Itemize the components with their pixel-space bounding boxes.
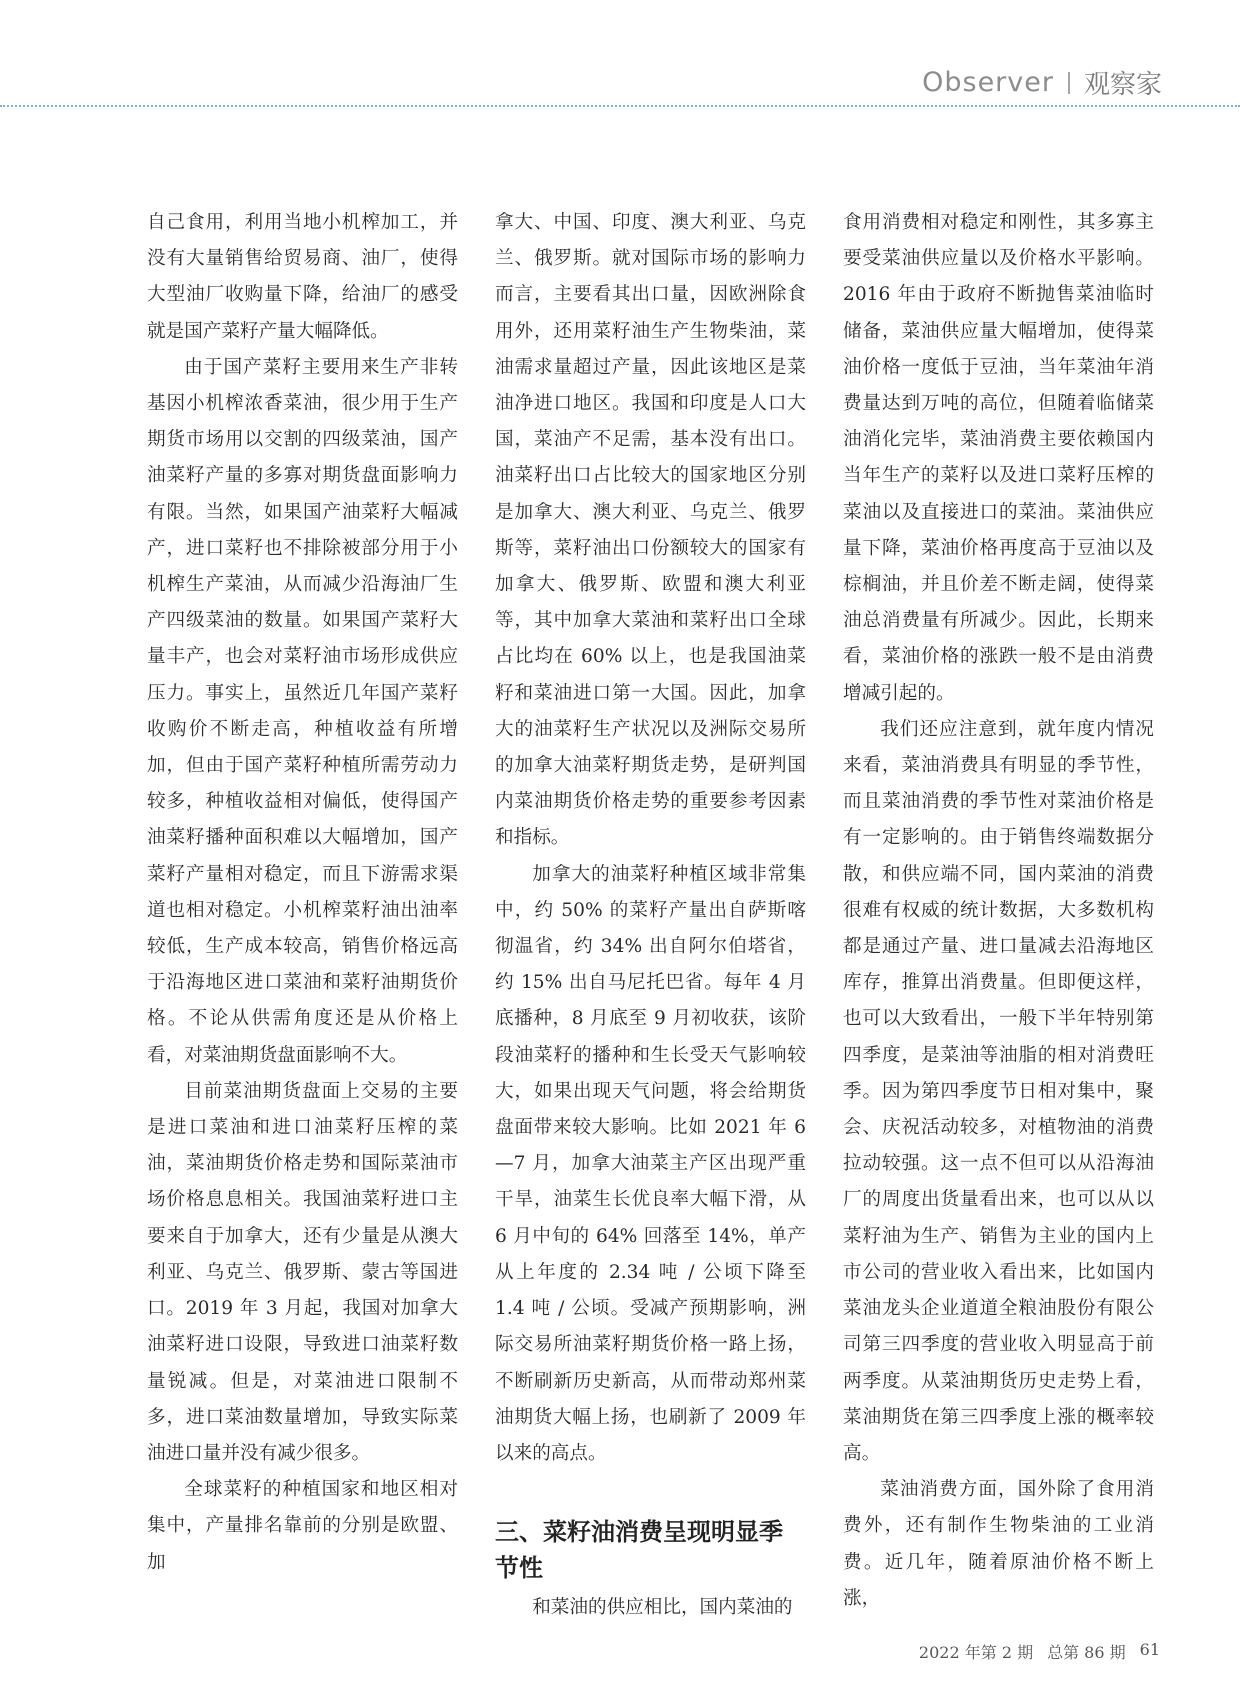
- paragraph: 由于国产菜籽主要用来生产非转基因小机榨浓香菜油，很少用于生产期货市场用以交割的四级菜油，国产油菜籽产量的多寡对期货盘面影响力有限。当然，如果国产油菜籽大幅减产，进口菜籽也不排除被部分用于小机榨生产菜油，从而减少沿海油厂生产四级菜油的数量。如果国产菜籽大量丰产，也会对菜籽油市场形成供应压力。事实上，虽然近几年国产菜籽收购价不断走高，种植收益有所增加，但由于国产菜籽种植所需劳动力较多，种植收益相对偏低，使得国产油菜籽播种面积难以大幅增加，国产菜籽产量相对稳定，而且下游需求渠道也相对稳定。小机榨菜籽油出油率较低，生产成本较高，销售价格远高于沿海地区进口菜油和菜籽油期货价格。不论从供需角度还是从价格上看，对菜油期货盘面影响不大。: [147, 356, 458, 1066]
- section-title-cn: 观察家: [1083, 70, 1162, 100]
- total-issue-number: 总第 86 期: [1047, 1643, 1126, 1662]
- page-number: 61: [1139, 1640, 1160, 1659]
- paragraph: 我们还应注意到，就年度内情况来看，菜油消费具有明显的季节性，而且菜油消费的季节性对菜油价格是有一定影响的。由于销售终端数据分散，和供应端不同，国内菜油的消费很难有权威的统计数据，大多数机构都是通过产量、进口量减去沿海地区库存，推算出消费量。但即便这样，也可以大致看出，一般下半年特别第四季度，是菜油等油脂的相对消费旺季。因为第四季度节日相对集中，聚会、庆祝活动较多，对植物油的消费拉动较强。这一点不但可以从沿海油厂的周度出货量看出来，也可以从以菜籽油为生产、销售为主业的国内上市公司的营业收入看出来，比如国内菜油龙头企业道道全粮油股份有限公司第三四季度的营业收入明显高于前两季度。从菜油期货历史走势上看，菜油期货在第三四季度上涨的概率较高。: [843, 718, 1154, 1464]
- section-header: [922, 64, 1162, 101]
- page-footer: [919, 1640, 1160, 1663]
- paragraph: 拿大、中国、印度、澳大利亚、乌克兰、俄罗斯。就对国际市场的影响力而言，主要看其出口量，因欧洲除食用外，还用菜籽油生产生物柴油，菜油需求量超过产量，因此该地区是菜油净进口地区。我国和印度是人口大国，菜油产不足需，基本没有出口。油菜籽出口占比较大的国家地区分别是加拿大、澳大利亚、乌克兰、俄罗斯等，菜籽油出口份额较大的国家有加拿大、俄罗斯、欧盟和澳大利亚等，其中加拿大菜油和菜籽出口全球占比均在 60% 以上，也是我国油菜籽和菜油进口第一大国。因此，加拿大的油菜籽生产状况以及洲际交易所的加拿大油菜籽期货走势，是研判国内菜油期货价格走势的重要参考因素和指标。: [495, 212, 806, 849]
- paragraph: 全球菜籽的种植国家和地区相对集中，产量排名靠前的分别是欧盟、加: [147, 1479, 458, 1573]
- paragraph: 和菜油的供应相比，国内菜油的: [532, 1597, 793, 1619]
- article-column-3: [843, 205, 1154, 1617]
- issue-number: 2022 年第 2 期: [918, 1643, 1034, 1662]
- header-dotted-rule: [0, 105, 1240, 107]
- header-divider: [1068, 72, 1070, 94]
- article-column-1: [147, 205, 458, 1581]
- paragraph: 加拿大的油菜籽种植区域非常集中，约 50% 的菜籽产量出自萨斯喀彻温省，约 34% 出自阿尔伯塔省，约 15% 出自马尼托巴省。每年 4 月底播种，8 月底至 9 月初收获，该阶段油菜籽的播种和生长受天气影响较大，如果出现天气问题，将会给期货盘面带来较大影响。比如 2021 年 6—7 月，加拿大油菜主产区出现严重干旱，油菜生长优良率大幅下滑，从 6 月中旬的 64% 回落至 14%，单产从上年度的 2.34 吨 / 公顷下降至 1.4 吨 / 公顷。受减产预期影响，洲际交易所油菜籽期货价格一路上扬，不断刷新历史新高，从而带动郑州菜油期货大幅上扬，也刷新了 2009 年以来的高点。: [495, 863, 806, 1464]
- section-heading: 三、菜籽油消费呈现明显季节性: [495, 1518, 783, 1583]
- paragraph: 目前菜油期货盘面上交易的主要是进口菜油和进口油菜籽压榨的菜油，菜油期货价格走势和国际菜油市场价格息息相关。我国油菜籽进口主要来自于加拿大，还有少量是从澳大利亚、乌克兰、俄罗斯、蒙古等国进口。2019 年 3 月起，我国对加拿大油菜籽进口设限，导致进口油菜籽数量锐减。但是，对菜油进口限制不多，进口菜油数量增加，导致实际菜油进口量并没有减少很多。: [147, 1080, 458, 1464]
- paragraph: 食用消费相对稳定和刚性，其多寡主要受菜油供应量以及价格水平影响。2016 年由于政府不断抛售菜油临时储备，菜油供应量大幅增加，使得菜油价格一度低于豆油，当年菜油年消费量达到万吨的高位，但随着临储菜油消化完毕，菜油消费主要依赖国内当年生产的菜籽以及进口菜籽压榨的菜油以及直接进口的菜油。菜油供应量下降，菜油价格再度高于豆油以及棕榈油，并且价差不断走阔，使得菜油总消费量有所减少。因此，长期来看，菜油价格的涨跌一般不是由消费增减引起的。: [843, 212, 1154, 704]
- article-column-2: [495, 205, 806, 1626]
- paragraph: 自己食用，利用当地小机榨加工，并没有大量销售给贸易商、油厂，使得大型油厂收购量下降，给油厂的感受就是国产菜籽产量大幅降低。: [147, 212, 458, 342]
- paragraph: 菜油消费方面，国外除了食用消费外，还有制作生物柴油的工业消费。近几年，随着原油价格不断上涨，: [843, 1479, 1154, 1609]
- section-title-en: Observer: [922, 67, 1054, 98]
